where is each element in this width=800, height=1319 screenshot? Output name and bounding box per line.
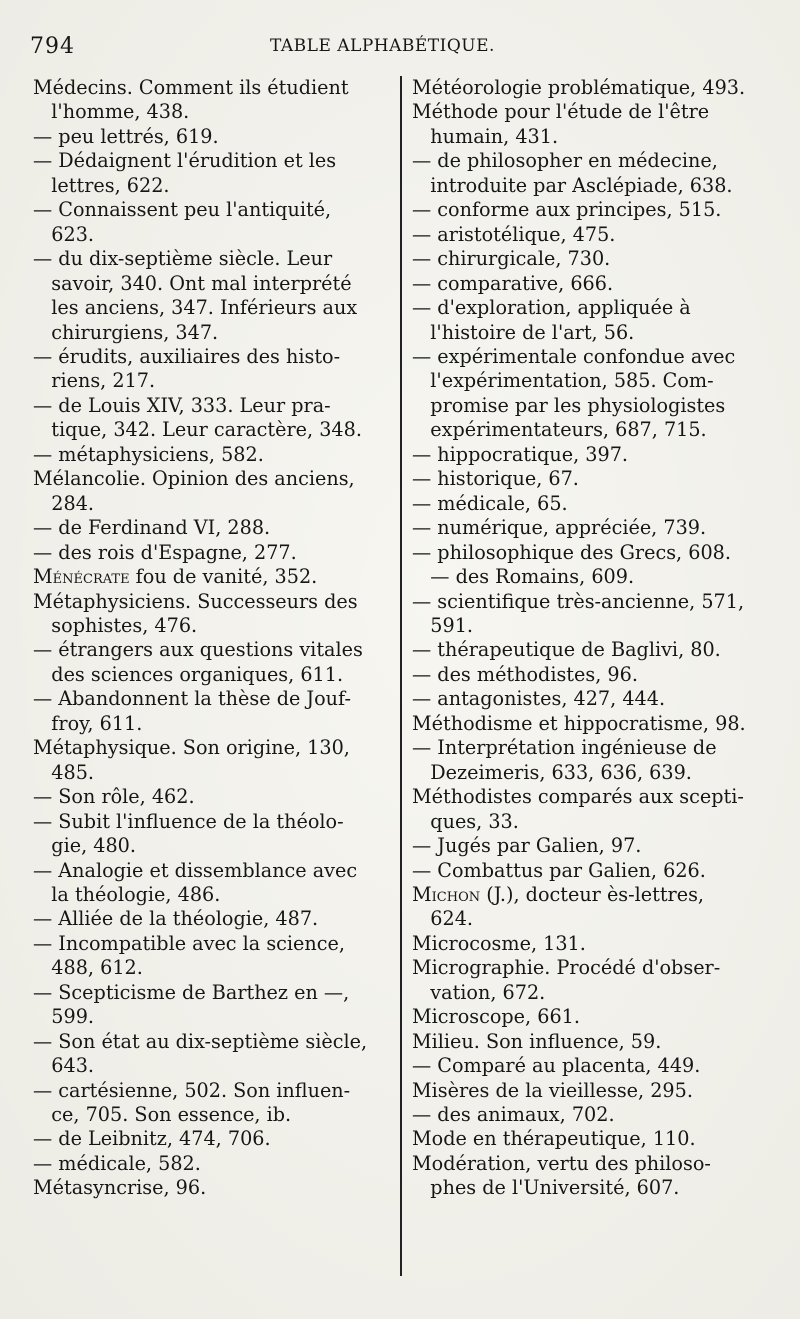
index-entry-line: l'expérimentation, 585. Com- bbox=[412, 369, 714, 393]
index-column-right bbox=[412, 76, 770, 1201]
index-entry-line: 488, 612. bbox=[33, 956, 143, 980]
index-entry-line: — de Louis XIV, 333. Leur pra- bbox=[33, 393, 331, 417]
index-entry bbox=[33, 565, 391, 589]
index-entry-line: tique, 342. Leur caractère, 348. bbox=[33, 418, 362, 442]
index-entry-line: 623. bbox=[33, 222, 95, 246]
index-entry bbox=[412, 956, 770, 1005]
index-entry bbox=[412, 198, 770, 222]
index-entry bbox=[412, 1054, 770, 1078]
running-title: TABLE ALPHABÉTIQUE. bbox=[270, 36, 495, 56]
index-entry bbox=[412, 1005, 770, 1029]
index-entry-line: sophistes, 476. bbox=[33, 613, 198, 637]
index-entry bbox=[412, 516, 770, 540]
index-entry bbox=[33, 907, 391, 931]
index-entry-line: — des méthodistes, 96. bbox=[412, 662, 638, 686]
index-entry-line: 591. bbox=[412, 613, 474, 637]
index-entry bbox=[33, 1030, 391, 1079]
index-entry-line: Méthodisme et hippocratisme, 98. bbox=[412, 711, 746, 735]
index-entry-line: — historique, 67. bbox=[412, 467, 579, 491]
index-entry bbox=[33, 590, 391, 639]
index-entry-line: — chirurgicale, 730. bbox=[412, 247, 611, 271]
index-entry bbox=[412, 638, 770, 662]
index-entry bbox=[33, 467, 391, 516]
index-entry bbox=[412, 76, 770, 100]
index-entry bbox=[412, 541, 770, 565]
page-header bbox=[30, 34, 770, 62]
index-entry-line: Ménécrate fou de vanité, 352. bbox=[33, 565, 318, 589]
index-entry-line: 284. bbox=[33, 491, 95, 515]
index-entry bbox=[33, 247, 391, 345]
index-entry bbox=[412, 467, 770, 491]
index-entry-line: — Jugés par Galien, 97. bbox=[412, 834, 642, 858]
index-entry bbox=[412, 932, 770, 956]
index-entry-line: — de philosopher en médecine, bbox=[412, 149, 718, 173]
index-entry-line: Métaphysique. Son origine, 130, bbox=[33, 736, 350, 760]
index-entry bbox=[33, 345, 391, 394]
index-entry-line: — de Ferdinand VI, 288. bbox=[33, 516, 271, 540]
index-entry-line: — Analogie et dissemblance avec bbox=[33, 858, 358, 882]
index-entry-line: Microscope, 661. bbox=[412, 1005, 580, 1029]
index-entry bbox=[33, 149, 391, 198]
index-entry bbox=[412, 663, 770, 687]
index-entry bbox=[412, 1103, 770, 1127]
index-entry-line: — Comparé au placenta, 449. bbox=[412, 1054, 701, 1078]
index-entry-line: — Subit l'influence de la théolo- bbox=[33, 809, 344, 833]
index-entry-line: — antagonistes, 427, 444. bbox=[412, 687, 666, 711]
index-entry-line: — des animaux, 702. bbox=[412, 1103, 615, 1127]
index-entry-line: — Abandonnent la thèse de Jouf- bbox=[33, 687, 351, 711]
index-entry bbox=[412, 590, 770, 639]
column-divider bbox=[400, 76, 402, 1276]
index-entry-line: ques, 33. bbox=[412, 809, 519, 833]
index-entry bbox=[33, 1176, 391, 1200]
index-entry-line: Misères de la vieillesse, 295. bbox=[412, 1078, 693, 1102]
index-entry-line: — métaphysiciens, 582. bbox=[33, 442, 264, 466]
index-entry bbox=[33, 981, 391, 1030]
index-entry-line: Méthodistes comparés aux scepti- bbox=[412, 785, 744, 809]
index-entry bbox=[33, 736, 391, 785]
index-entry-line: — Interprétation ingénieuse de bbox=[412, 736, 717, 760]
index-entry-line: humain, 431. bbox=[412, 124, 559, 148]
index-entry bbox=[412, 859, 770, 883]
index-entry bbox=[412, 785, 770, 834]
index-entry bbox=[412, 736, 770, 785]
index-entry bbox=[33, 394, 391, 443]
index-entry-line: — Alliée de la théologie, 487. bbox=[33, 907, 319, 931]
index-entry-line: — Scepticisme de Barthez en —, bbox=[33, 980, 350, 1004]
index-entry-line: lettres, 622. bbox=[33, 173, 170, 197]
index-entry-line: — numérique, appréciée, 739. bbox=[412, 516, 707, 540]
index-entry bbox=[33, 516, 391, 540]
index-entry bbox=[33, 443, 391, 467]
index-entry bbox=[412, 345, 770, 443]
index-entry-line: 624. bbox=[412, 907, 474, 931]
index-entry-line: — du dix-septième siècle. Leur bbox=[33, 247, 333, 271]
index-entry-line: les anciens, 347. Inférieurs aux bbox=[33, 296, 358, 320]
index-entry-line: — aristotélique, 475. bbox=[412, 222, 616, 246]
index-entry-line: Météorologie problématique, 493. bbox=[412, 76, 746, 99]
index-entry bbox=[412, 492, 770, 516]
index-entry-line: — Dédaignent l'érudition et les bbox=[33, 149, 337, 173]
index-entry bbox=[33, 638, 391, 687]
index-entry-line: — Connaissent peu l'antiquité, bbox=[33, 198, 332, 222]
index-entry-line: l'homme, 438. bbox=[33, 100, 190, 124]
index-entry-line: — thérapeutique de Baglivi, 80. bbox=[412, 638, 721, 662]
index-entry bbox=[33, 859, 391, 908]
index-entry-line: introduite par Asclépiade, 638. bbox=[412, 173, 733, 197]
index-entry-line: — comparative, 666. bbox=[412, 271, 614, 295]
index-entry-line: — expérimentale confondue avec bbox=[412, 344, 736, 368]
index-entry bbox=[412, 883, 770, 932]
index-entry-line: ce, 705. Son essence, ib. bbox=[33, 1103, 292, 1127]
index-entry-line: Micrographie. Procédé d'obser- bbox=[412, 956, 721, 980]
index-entry-line: Michon (J.), docteur ès-lettres, bbox=[412, 882, 705, 906]
index-entry-line: — peu lettrés, 619. bbox=[33, 124, 219, 148]
index-entry-line: Métaphysiciens. Successeurs des bbox=[33, 589, 358, 613]
index-entry bbox=[412, 149, 770, 198]
index-entry bbox=[33, 1127, 391, 1151]
index-entry-line: Mélancolie. Opinion des anciens, bbox=[33, 467, 355, 491]
index-entry bbox=[412, 1152, 770, 1201]
index-entry-line: 485. bbox=[33, 760, 95, 784]
index-entry-line: — philosophique des Grecs, 608. bbox=[412, 540, 731, 564]
index-entry-line: 599. bbox=[33, 1005, 95, 1029]
index-entry bbox=[33, 1152, 391, 1176]
index-entry-line: Dezeimeris, 633, 636, 639. bbox=[412, 760, 692, 784]
index-entry-line: — scientifique très-ancienne, 571, bbox=[412, 589, 745, 613]
index-entry-line: — Incompatible avec la science, bbox=[33, 931, 345, 955]
index-entry bbox=[33, 1079, 391, 1128]
index-entry-line: riens, 217. bbox=[33, 369, 156, 393]
index-entry bbox=[33, 125, 391, 149]
index-entry-line: l'histoire de l'art, 56. bbox=[412, 320, 635, 344]
index-entry-line: — hippocratique, 397. bbox=[412, 442, 629, 466]
index-entry-line: des sciences organiques, 611. bbox=[33, 662, 344, 686]
index-entry-line: Médecins. Comment ils étudient bbox=[33, 76, 349, 99]
index-entry-line: — conforme aux principes, 515. bbox=[412, 198, 722, 222]
index-entry bbox=[412, 272, 770, 296]
index-entry-line: expérimentateurs, 687, 715. bbox=[412, 418, 707, 442]
index-entry bbox=[412, 565, 770, 589]
index-entry bbox=[33, 198, 391, 247]
index-entry bbox=[33, 687, 391, 736]
index-entry-line: Méthode pour l'étude de l'être bbox=[412, 100, 710, 124]
index-entry-line: vation, 672. bbox=[412, 980, 546, 1004]
index-entry-line: — des Romains, 609. bbox=[412, 565, 635, 589]
index-entry-line: gie, 480. bbox=[33, 834, 136, 858]
index-entry-line: — médicale, 65. bbox=[412, 491, 568, 515]
index-entry-line: chirurgiens, 347. bbox=[33, 320, 219, 344]
index-entry-line: savoir, 340. Ont mal interprété bbox=[33, 271, 352, 295]
page-number: 794 bbox=[30, 34, 75, 59]
index-entry bbox=[33, 810, 391, 859]
index-entry bbox=[412, 1030, 770, 1054]
index-entry bbox=[412, 296, 770, 345]
index-entry-line: — d'exploration, appliquée à bbox=[412, 296, 691, 320]
index-entry bbox=[412, 247, 770, 271]
index-entry-line: — érudits, auxiliaires des histo- bbox=[33, 344, 341, 368]
index-entry bbox=[33, 76, 391, 125]
index-entry bbox=[412, 1079, 770, 1103]
index-entry-line: — cartésienne, 502. Son influen- bbox=[33, 1078, 351, 1102]
index-entry-line: froy, 611. bbox=[33, 711, 143, 735]
index-entry-line: Milieu. Son influence, 59. bbox=[412, 1029, 662, 1053]
index-entry bbox=[412, 443, 770, 467]
index-column-left bbox=[33, 76, 391, 1201]
index-entry-line: phes de l'Université, 607. bbox=[412, 1176, 680, 1200]
index-entry bbox=[412, 834, 770, 858]
index-entry-line: — Son rôle, 462. bbox=[33, 785, 195, 809]
index-entry bbox=[33, 785, 391, 809]
index-entry bbox=[412, 1127, 770, 1151]
index-entry-line: Microcosme, 131. bbox=[412, 931, 586, 955]
index-entry-line: — des rois d'Espagne, 277. bbox=[33, 540, 297, 564]
index-entry bbox=[412, 712, 770, 736]
index-entry bbox=[412, 687, 770, 711]
index-entry-line: — médicale, 582. bbox=[33, 1151, 201, 1175]
index-entry-line: la théologie, 486. bbox=[33, 882, 221, 906]
index-entry bbox=[412, 223, 770, 247]
index-entry-line: — Son état au dix-septième siècle, bbox=[33, 1029, 368, 1053]
index-entry-line: 643. bbox=[33, 1054, 95, 1078]
index-entry-line: Mode en thérapeutique, 110. bbox=[412, 1127, 696, 1151]
index-entry-line: Métasyncrise, 96. bbox=[33, 1176, 207, 1200]
index-entry bbox=[33, 932, 391, 981]
index-entry-line: promise par les physiologistes bbox=[412, 393, 726, 417]
index-entry-line: Modération, vertu des philoso- bbox=[412, 1151, 711, 1175]
index-entry bbox=[412, 100, 770, 149]
index-entry bbox=[33, 541, 391, 565]
index-entry-line: — étrangers aux questions vitales bbox=[33, 638, 363, 662]
index-entry-line: — de Leibnitz, 474, 706. bbox=[33, 1127, 271, 1151]
index-entry-line: — Combattus par Galien, 626. bbox=[412, 858, 706, 882]
